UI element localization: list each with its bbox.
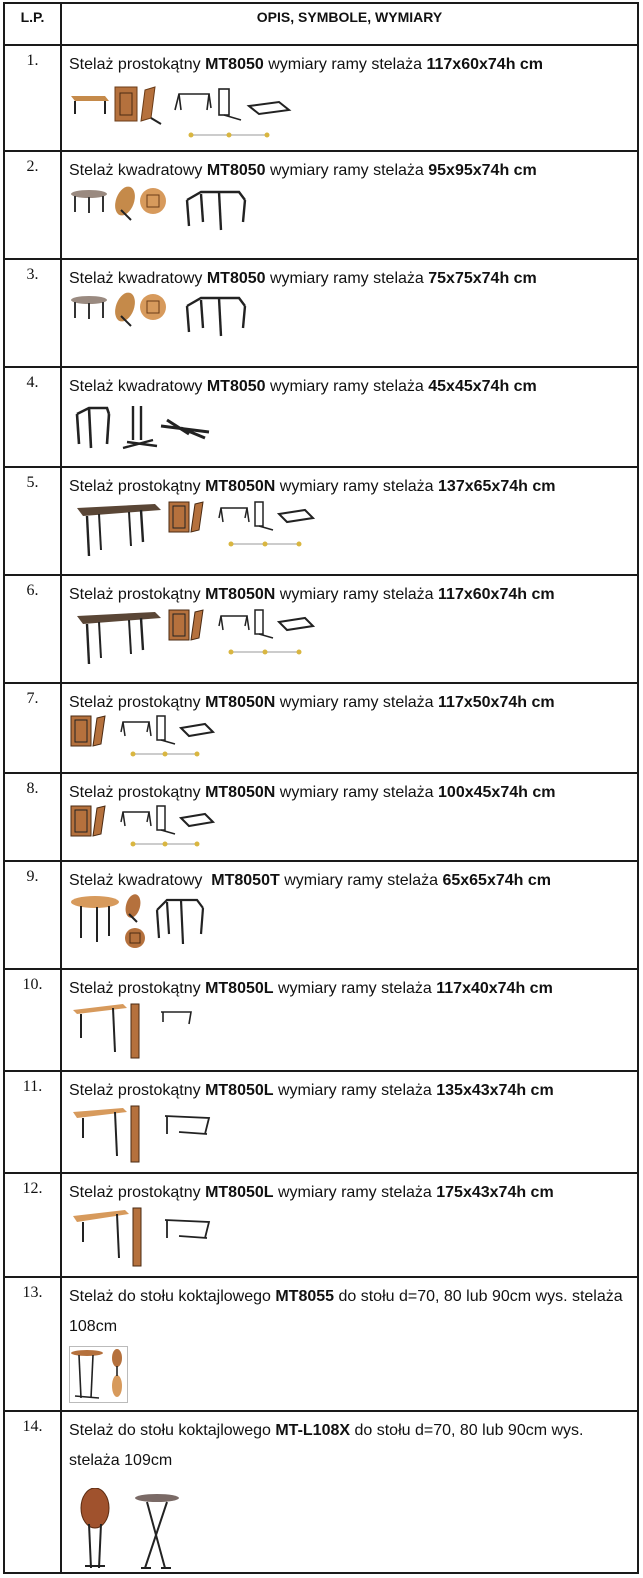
model-code: MT8050L [205,980,274,997]
frame-dimensions: 45x45x74h cm [428,378,537,395]
product-images [69,894,229,956]
frame-folding-icon [255,610,273,638]
row-description: Stelaż kwadratowy MT8050T wymiary ramy stelaża 65x65x74h cm [69,872,551,889]
model-code: MT8050T [211,872,280,889]
frame-square-illustration [69,292,269,356]
sequence-bar [229,542,302,547]
frame-flat-icon [279,618,313,630]
table-icon [77,612,161,664]
frame-folding-icon [255,502,273,530]
frame-folding-icon [123,406,157,448]
product-images [69,1346,139,1406]
frame-open-icon [175,94,211,110]
round-top-icon [140,188,166,214]
folded-side-icon [93,716,105,746]
model-code: MT8050 [206,162,266,179]
row-number: 14. [5,1412,62,1572]
sequence-bar [189,133,270,138]
frame-open-icon [165,1220,209,1238]
product-images [69,608,329,670]
product-images [69,186,269,250]
model-code: MT8050N [205,586,276,603]
frame-rect-n-small-illustration [69,804,229,854]
frame-folding-icon [219,89,241,120]
frame-dimensions: 75x75x74h cm [428,270,537,287]
cocktail-frame-illustration [69,1346,139,1406]
frame-round-t-illustration [69,894,229,956]
folded-top-icon [123,894,143,922]
frame-rect-fold-illustration [69,84,299,142]
frame-dimensions: 175x43x74h cm [436,1184,554,1201]
frame-rect-l-illustration [69,1002,209,1064]
header-description: OPIS, SYMBOLE, WYMIARY [256,9,443,25]
frame-dimensions: 135x43x74h cm [436,1082,554,1099]
product-images [69,500,329,562]
table-icon [77,504,161,556]
round-top-icon [125,928,145,948]
table-row [5,368,637,468]
frame-open-icon [121,722,151,736]
frame-open-icon [77,408,109,448]
model-code: MT8055 [275,1288,335,1305]
row-description: Stelaż kwadratowy MT8050 wymiary ramy stelaża 75x75x74h cm [69,270,537,287]
row-number: 13. [5,1278,62,1410]
folded-top-icon [71,806,91,836]
frame-flat-icon [161,420,209,438]
frame-rect-n-small-illustration [69,714,229,764]
frame-dimensions: 65x65x74h cm [442,872,551,889]
row-description: Stelaż prostokątny MT8050L wymiary ramy stelaża 175x43x74h cm [69,1184,554,1201]
product-images [69,714,229,764]
sequence-bar [131,842,200,847]
row-description: Stelaż prostokątny MT8050N wymiary ramy stelaża 117x50x74h cm [69,694,555,711]
product-table [3,2,639,1574]
folded-side-icon [141,87,161,124]
frame-rect-n-illustration [69,500,329,562]
table-icon [73,1108,127,1156]
round-top-icon [140,294,166,320]
row-description: Stelaż kwadratowy MT8050 wymiary ramy stelaża 45x45x74h cm [69,378,537,395]
product-images [69,404,229,456]
frame-dimensions: 117x60x74h cm [426,56,544,73]
folded-side-icon [191,502,203,532]
model-code: MT8050 [205,56,264,73]
row-description: Stelaż prostokątny MT8050N wymiary ramy stelaża 117x60x74h cm [69,586,555,603]
cocktail-x-frame-illustration [69,1488,199,1570]
frame-dimensions: 95x95x74h cm [428,162,537,179]
model-code: MT8050N [205,478,276,495]
frame-dimensions: 117x50x74h cm [438,694,555,711]
row-description: Stelaż kwadratowy MT8050 wymiary ramy stelaża 95x95x74h cm [69,162,537,179]
model-code: MT8050 [206,270,266,287]
folded-side-icon [93,806,105,836]
frame-open-icon [219,508,249,522]
row-number: 12. [5,1174,62,1276]
model-code: MT-L108X [275,1422,351,1439]
frame-dimensions: 117x40x74h cm [436,980,553,997]
row-number: 8. [5,774,62,860]
frame-flat-icon [181,814,213,826]
folded-top-icon [111,292,138,326]
table-row [5,260,637,368]
frame-folding-icon [157,716,175,744]
table-row [5,970,637,1072]
row-number: 11. [5,1072,62,1172]
frame-open-icon [165,1116,209,1134]
table-row [5,1072,637,1174]
table-row [5,576,637,684]
table-icon [71,96,109,114]
product-images [69,804,229,854]
table-icon [73,1210,129,1258]
table-icon [73,1004,127,1052]
header-lp: L.P. [5,4,62,44]
table-row [5,468,637,576]
folded-top-icon [169,610,189,640]
table-icon [71,190,107,213]
table-row [5,1174,637,1278]
frame-small-illustration [69,404,229,456]
table-icon [71,296,107,319]
product-images [69,1002,209,1064]
row-number: 1. [5,46,62,150]
frame-dimensions: 100x45x74h cm [438,784,556,801]
model-code: MT8050L [205,1082,274,1099]
folded-side-icon [191,610,203,640]
frame-rect-l-illustration [69,1206,229,1268]
sequence-bar [229,650,302,655]
frame-dimensions: 117x60x74h cm [438,586,555,603]
table-row [5,862,637,970]
frame-flat-icon [279,510,313,522]
model-code: MT8050N [205,694,276,711]
row-description: Stelaż prostokątny MT8050N wymiary ramy stelaża 100x45x74h cm [69,784,556,801]
row-number: 5. [5,468,62,574]
row-description: Stelaż do stołu koktajlowego MT8055 do stołu d=70, 80 lub 90cm wys. stelaża 108cm [69,1288,623,1335]
row-number: 10. [5,970,62,1070]
folded-top-icon [133,1208,141,1266]
frame-open-icon [161,1012,191,1024]
frame-open-icon [121,812,151,826]
table-row [5,152,637,260]
model-code: MT8050 [206,378,266,395]
folded-top-icon [115,87,137,121]
table-icon [135,1494,179,1568]
folded-top-icon [71,716,91,746]
row-description: Stelaż prostokątny MT8050N wymiary ramy stelaża 137x65x74h cm [69,478,556,495]
table-row [5,774,637,862]
row-number: 6. [5,576,62,682]
frame-rect-n-illustration [69,608,329,670]
table-icon [71,896,119,942]
frame-open-icon [187,192,245,230]
table-row [5,46,637,152]
table-row [5,684,637,774]
product-images [69,1104,229,1166]
row-number: 3. [5,260,62,366]
model-code: MT8050L [205,1184,274,1201]
product-images [69,84,299,142]
frame-open-icon [219,616,249,630]
frame-rect-l-illustration [69,1104,229,1166]
table-row [5,1278,637,1412]
frame-open-icon [187,298,245,336]
product-images [69,1206,229,1268]
row-number: 4. [5,368,62,466]
frame-flat-icon [249,102,289,114]
product-images [69,1488,199,1570]
row-number: 9. [5,862,62,968]
folded-top-icon [169,502,189,532]
table-row [5,1412,637,1572]
frame-square-illustration [69,186,269,250]
frame-open-icon [157,900,203,944]
model-code: MT8050N [205,784,276,801]
table-header [5,4,637,46]
row-description: Stelaż prostokątny MT8050 wymiary ramy stelaża 117x60x74h cm [69,56,544,73]
row-description: Stelaż prostokątny MT8050L wymiary ramy stelaża 135x43x74h cm [69,1082,554,1099]
folded-top-icon [111,186,138,220]
row-description: Stelaż do stołu koktajlowego MT-L108X do stołu d=70, 80 lub 90cm wys. stelaża 109cm [69,1422,584,1469]
folded-top-icon [81,1488,109,1568]
product-images [69,292,269,356]
folded-top-icon [131,1004,139,1058]
sequence-bar [131,752,200,757]
row-number: 7. [5,684,62,772]
frame-flat-icon [181,724,213,736]
frame-dimensions: 137x65x74h cm [438,478,556,495]
row-description: Stelaż prostokątny MT8050L wymiary ramy stelaża 117x40x74h cm [69,980,553,997]
frame-folding-icon [157,806,175,834]
folded-top-icon [131,1106,139,1162]
row-number: 2. [5,152,62,258]
